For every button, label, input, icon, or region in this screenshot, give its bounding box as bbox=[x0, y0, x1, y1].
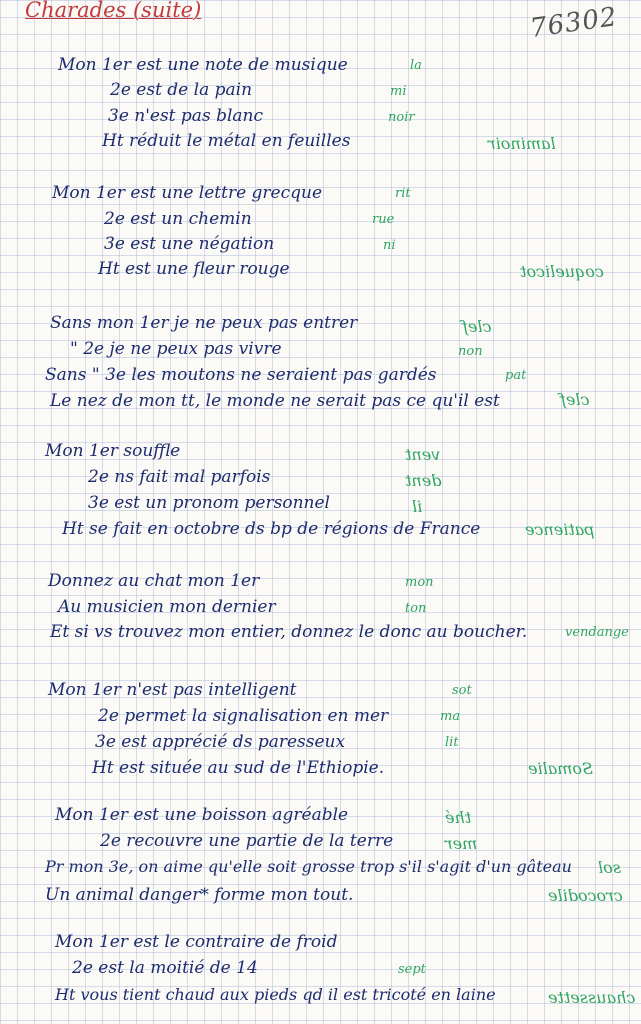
answer-syllable: thé bbox=[445, 808, 472, 827]
answer-syllable: vent bbox=[405, 445, 441, 464]
answer-syllable: mon bbox=[405, 575, 434, 590]
charade-line: Et si vs trouvez mon entier, donnez le donc au boucher. bbox=[50, 622, 528, 642]
answer-syllable: mi bbox=[390, 84, 407, 99]
answer-word: crocodile bbox=[548, 886, 623, 905]
charade-line: Mon 1er n'est pas intelligent bbox=[48, 680, 297, 700]
charade-line: Pr mon 3e, on aime qu'elle soit grosse trop s'il s'agit d'un gâteau bbox=[45, 857, 572, 876]
charade-line: Mon 1er est le contraire de froid bbox=[55, 932, 338, 952]
answer-word: vendange bbox=[565, 625, 629, 640]
charade-line: Le nez de mon tt, le monde ne serait pas ce qu'il est bbox=[50, 391, 500, 411]
charade-line: 3e est apprécié ds paresseux bbox=[95, 732, 346, 752]
answer-syllable: lit bbox=[445, 735, 459, 750]
charade-line: Ht vous tient chaud aux pieds qd il est tricoté en laine bbox=[55, 985, 496, 1004]
catalog-number: 76302 bbox=[528, 2, 620, 44]
charade-line: 2e est un chemin bbox=[104, 209, 252, 229]
charade-line: 2e recouvre une partie de la terre bbox=[100, 831, 394, 851]
answer-word: Somalie bbox=[528, 759, 594, 778]
answer-word: chaussette bbox=[548, 988, 636, 1007]
charade-line: Ht se fait en octobre ds bp de régions de France bbox=[62, 519, 481, 539]
answer-syllable: sol bbox=[598, 858, 621, 877]
answer-word: coquelicot bbox=[520, 262, 604, 281]
charade-line: Mon 1er est une note de musique bbox=[58, 55, 348, 75]
charade-line: " 2e je ne peux pas vivre bbox=[70, 339, 282, 359]
answer-syllable: il bbox=[412, 497, 423, 516]
charade-line: Ht est une fleur rouge bbox=[98, 259, 290, 279]
answer-syllable: rue bbox=[372, 212, 395, 227]
charade-line: Mon 1er est une lettre grecque bbox=[52, 183, 323, 203]
charade-line: Un animal danger* forme mon tout. bbox=[45, 885, 354, 905]
answer-syllable: pat bbox=[505, 368, 527, 383]
answer-syllable: ton bbox=[405, 601, 427, 616]
charade-line: 3e n'est pas blanc bbox=[108, 106, 263, 126]
charade-line: Sans " 3e les moutons ne seraient pas gardés bbox=[45, 365, 437, 385]
answer-syllable: ni bbox=[383, 238, 396, 253]
answer-word: clef bbox=[560, 390, 590, 409]
charade-line: Mon 1er souffle bbox=[45, 441, 181, 461]
answer-syllable: dent bbox=[405, 471, 442, 490]
answer-syllable: sot bbox=[452, 683, 472, 698]
charade-line: 2e ns fait mal parfois bbox=[88, 467, 271, 487]
charade-line: 2e est la moitié de 14 bbox=[72, 958, 258, 978]
answer-word: patience bbox=[525, 520, 595, 539]
answer-syllable: mer bbox=[445, 834, 478, 853]
charade-line: Sans mon 1er je ne peux pas entrer bbox=[50, 313, 358, 333]
charade-line: Au musicien mon dernier bbox=[58, 597, 276, 617]
answer-syllable: ma bbox=[440, 709, 461, 724]
charade-line: 3e est un pronom personnel bbox=[88, 493, 330, 513]
charade-line: Ht réduit le métal en feuilles bbox=[102, 131, 351, 151]
page-heading: Charades (suite) bbox=[25, 0, 202, 22]
charade-line: 2e est de la pain bbox=[110, 80, 253, 100]
charade-line: Mon 1er est une boisson agréable bbox=[55, 805, 349, 825]
answer-syllable: clef bbox=[462, 317, 492, 336]
answer-syllable: sept bbox=[398, 962, 426, 977]
charade-line: Donnez au chat mon 1er bbox=[48, 571, 260, 591]
charade-line: Ht est située au sud de l'Ethiopie. bbox=[92, 758, 385, 778]
answer-syllable: rit bbox=[395, 186, 411, 201]
answer-syllable: non bbox=[458, 344, 483, 359]
answer-syllable: la bbox=[410, 58, 422, 73]
answer-word: laminoir bbox=[488, 134, 556, 153]
charade-line: 2e permet la signalisation en mer bbox=[98, 706, 389, 726]
charade-line: 3e est une négation bbox=[104, 234, 275, 254]
answer-syllable: noir bbox=[388, 110, 415, 125]
